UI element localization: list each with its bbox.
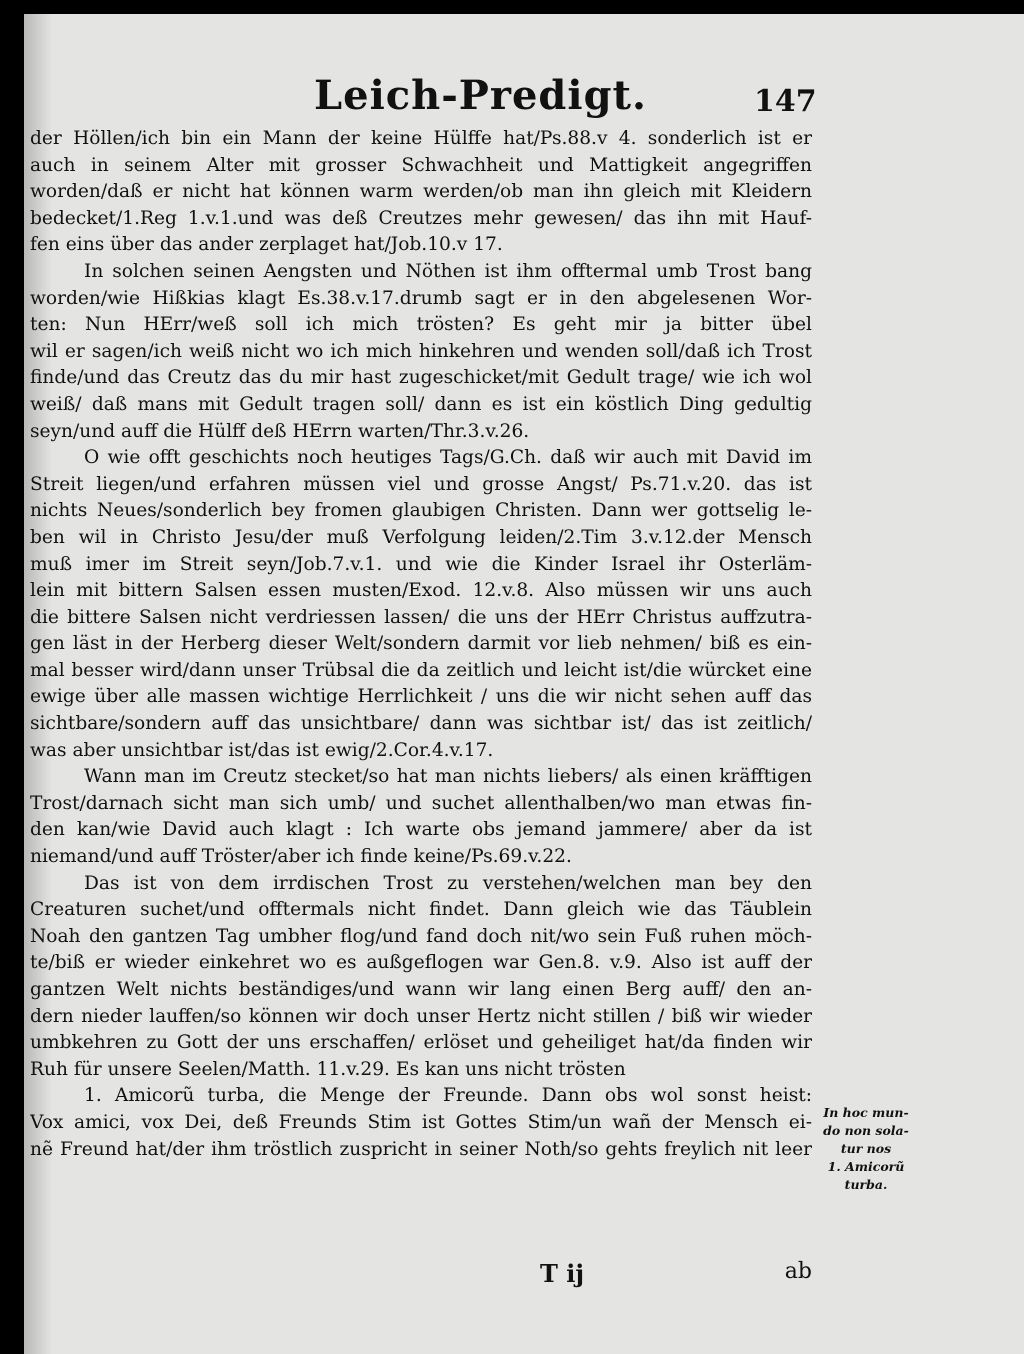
text-line: den kan/wie David auch klagt : Ich warte obs jemand jammere/ aber da ist xyxy=(30,819,812,841)
text-line: Trost/darnach sicht man sich umb/ und suchet allenthalben/wo man etwas fin- xyxy=(30,792,812,814)
page-number: 147 xyxy=(754,84,817,119)
margin-note-line: do non sola- xyxy=(823,1123,909,1138)
text-line: weiß/ daß mans mit Gedult tragen soll/ dann es ist ein köstlich Ding gedultig xyxy=(30,393,812,415)
paragraph-start-line: Das ist von dem irrdischen Trost zu verstehen/welchen man bey den xyxy=(84,872,812,894)
paragraph-start-line: 1. Amicorũ turba, die Menge der Freunde. Dann obs wol sonst heist: xyxy=(84,1085,812,1107)
text-line: gen läst in der Herberg dieser Welt/sondern darmit vor lieb nehmen/ biß es ein- xyxy=(30,633,812,655)
margin-note-line: turba. xyxy=(844,1177,888,1192)
margin-note xyxy=(810,1104,922,1194)
text-line: dern nieder lauffen/so können wir doch unser Hertz nicht stillen / biß wir wieder xyxy=(30,1005,812,1027)
margin-note-line: 1. Amicorũ xyxy=(827,1159,905,1174)
text-line: muß imer im Streit seyn/Job.7.v.1. und wie die Kinder Israel ihr Osterläm- xyxy=(30,553,812,575)
catchword: ab xyxy=(784,1259,812,1284)
text-line: Creaturen suchet/und offtermals nicht findet. Dann gleich wie das Täublein xyxy=(30,899,812,921)
text-line: bedecket/1.Reg 1.v.1.und was deß Creutzes mehr gewesen/ das ihn mit Hauf- xyxy=(30,207,812,229)
text-line: wil er sagen/ich weiß nicht wo ich mich hinkehren und wenden soll/daß ich Trost xyxy=(30,340,812,362)
text-line: gantzen Welt nichts beständiges/und wann wir lang einen Berg auff/ den an- xyxy=(30,979,812,1000)
text-line: worden/wie Hißkias klagt Es.38.v.17.drumb sagt er in den abgelesenen Wor- xyxy=(30,287,812,309)
text-line: nẽ Freund hat/der ihm tröstlich zuspricht in seiner Noth/so gehts freylich nit leer xyxy=(30,1138,812,1160)
text-line: ten: Nun HErr/weß soll ich mich trösten? Es geht mir ja bitter übel xyxy=(30,314,812,336)
book-page xyxy=(24,14,1024,1354)
text-line: nichts Neues/sonderlich bey fromen glaubigen Christen. Dann wer gottselig le- xyxy=(30,500,812,522)
paragraph-start-line: In solchen seinen Aengsten und Nöthen ist ihm offtermal umb Trost bang xyxy=(84,260,812,282)
text-line: mal besser wird/dann unser Trübsal die da zeitlich und leicht ist/die würcket eine xyxy=(30,659,812,681)
text-line: die bittere Salsen nicht verdriessen lassen/ die uns der HErr Christus auffzutra- xyxy=(30,606,812,628)
text-line: umbkehren zu Gott der uns erschaffen/ erlöset und geheiliget hat/da finden wir xyxy=(30,1032,812,1054)
text-line: ewige über alle massen wichtige Herrlichkeit / uns die wir nicht sehen auff das xyxy=(30,686,812,708)
text-line: Vox amici, vox Dei, deß Freunds Stim ist Gottes Stim/un wañ der Mensch ei- xyxy=(30,1111,812,1133)
paragraph-start-line: Wann man im Creutz stecket/so hat man nichts liebers/ als einen kräfftigen xyxy=(84,766,812,788)
margin-note-line: In hoc mun- xyxy=(823,1105,909,1120)
text-line: der Höllen/ich bin ein Mann der keine Hülffe hat/Ps.88.v 4. sonderlich ist er xyxy=(30,128,812,149)
text-line: sichtbare/sondern auff das unsichtbare/ dann was sichtbar ist/ das ist zeitlich/ xyxy=(30,713,812,735)
text-line: Streit liegen/und erfahren müssen viel und grosse Angst/ Ps.71.v.20. das ist xyxy=(30,473,812,495)
text-line: lein mit bittern Salsen essen musten/Exod. 12.v.8. Also müssen wir uns auch xyxy=(30,580,812,602)
paragraph-start-line: O wie offt geschichts noch heutiges Tags/G.Ch. daß wir auch mit David im xyxy=(84,447,812,469)
text-line: Noah den gantzen Tag umbher flog/und fand doch nit/wo sein Fuß ruhen möch- xyxy=(30,925,812,947)
text-line: niemand/und auff Tröster/aber ich finde keine/Ps.69.v.22. xyxy=(30,846,572,868)
text-line: ben wil in Christo Jesu/der muß Verfolgung leiden/2.Tim 3.v.12.der Mensch xyxy=(30,526,812,548)
signature-mark: T ij xyxy=(540,1259,585,1288)
running-title: Leich-Predigt. xyxy=(314,72,647,119)
text-line: finde/und das Creutz das du mir hast zugeschicket/mit Gedult trage/ wie ich wol xyxy=(30,367,812,389)
body-text xyxy=(30,126,812,1163)
text-line: te/biß er wieder einkehret wo es außgeflogen war Gen.8. v.9. Also ist auff der xyxy=(30,952,812,974)
text-line: fen eins über das ander zerplaget hat/Job.10.v 17. xyxy=(30,234,503,256)
text-line: Ruh für unsere Seelen/Matth. 11.v.29. Es kan uns nicht trösten xyxy=(30,1058,626,1080)
text-line: auch in seinem Alter mit grosser Schwachheit und Mattigkeit angegriffen xyxy=(30,154,812,176)
text-line: seyn/und auff die Hülff deß HErrn warten/Thr.3.v.26. xyxy=(30,420,530,442)
margin-note-line: tur nos xyxy=(840,1141,892,1156)
text-line: worden/daß er nicht hat können warm werden/ob man ihn gleich mit Kleidern xyxy=(30,181,812,203)
text-line: was aber unsichtbar ist/das ist ewig/2.Cor.4.v.17. xyxy=(30,739,494,761)
